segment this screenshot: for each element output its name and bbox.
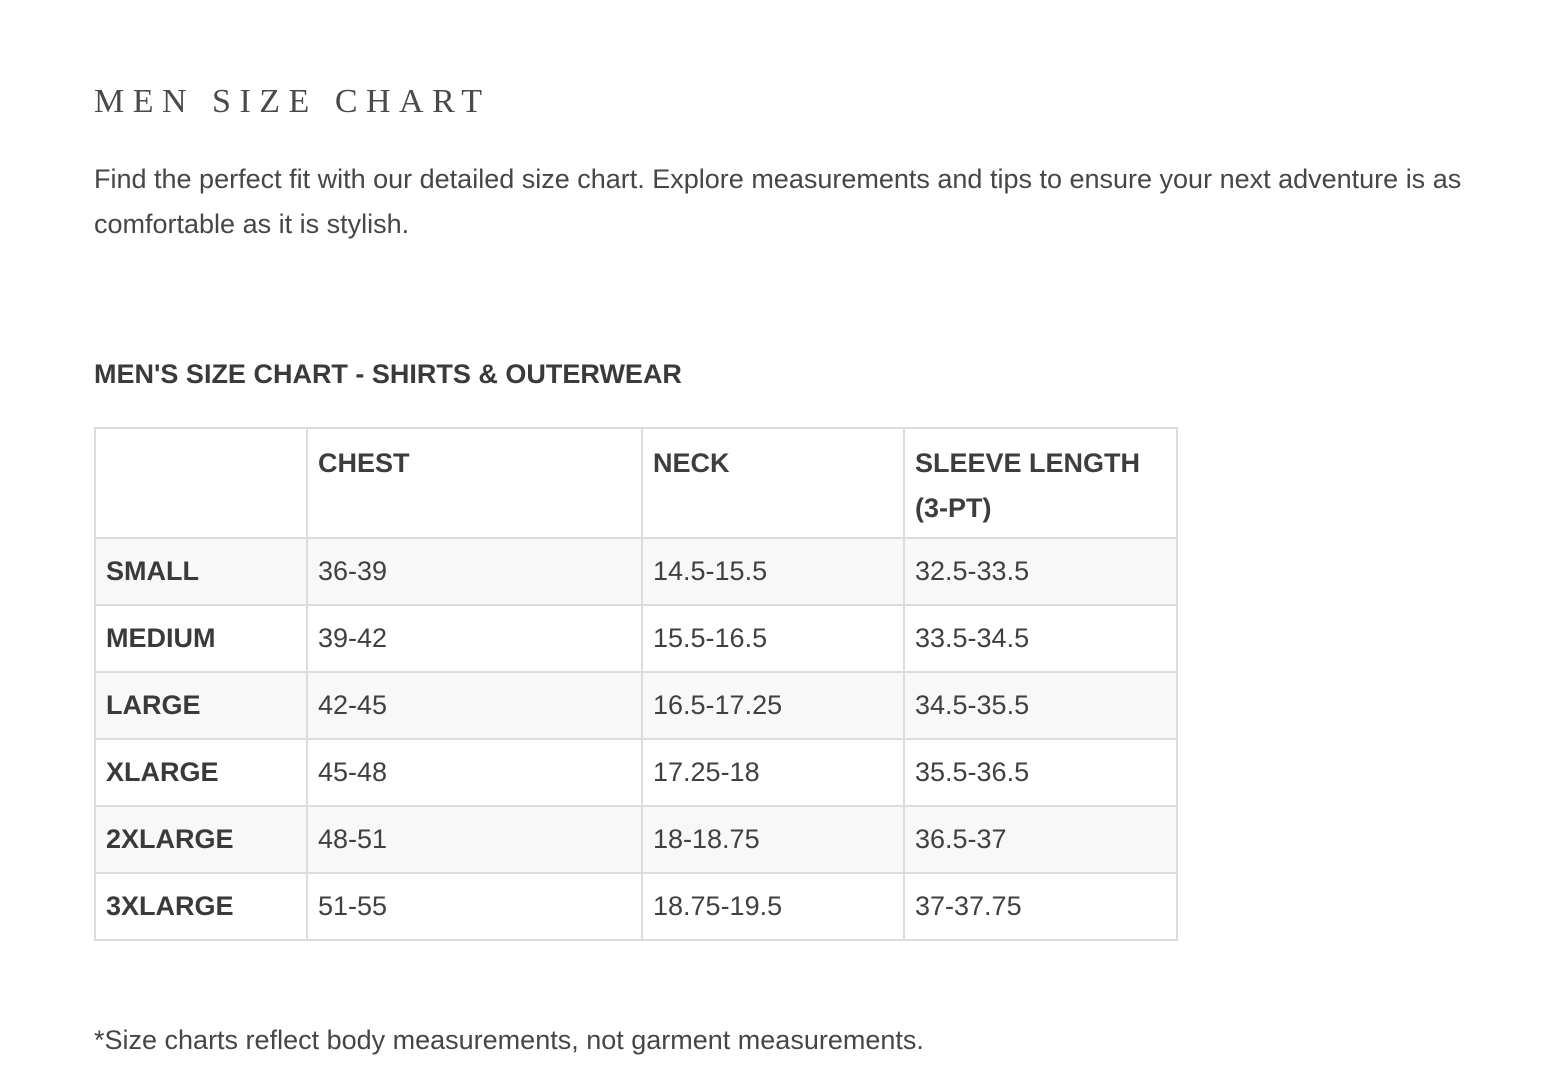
neck-value: 18-18.75 (642, 806, 904, 873)
sleeve-value: 36.5-37 (904, 806, 1177, 873)
sleeve-value: 34.5-35.5 (904, 672, 1177, 739)
neck-value: 15.5-16.5 (642, 605, 904, 672)
chest-value: 42-45 (307, 672, 642, 739)
header-cell-chest: CHEST (307, 428, 642, 538)
chest-value: 45-48 (307, 739, 642, 806)
neck-value: 18.75-19.5 (642, 873, 904, 940)
neck-value: 16.5-17.25 (642, 672, 904, 739)
table-row (95, 806, 1177, 873)
header-cell-sleeve-length: SLEEVE LENGTH (3-PT) (904, 428, 1177, 538)
sleeve-value: 32.5-33.5 (904, 538, 1177, 605)
table-row (95, 538, 1177, 605)
size-chart-table (94, 427, 1178, 941)
chest-value: 39-42 (307, 605, 642, 672)
size-chart-heading: MEN'S SIZE CHART - SHIRTS & OUTERWEAR (94, 359, 682, 389)
intro-text: Find the perfect fit with our detailed size chart. Explore measurements and tips to ensure your next adventure is as comfortable as it is stylish. (94, 164, 1462, 239)
neck-value: 14.5-15.5 (642, 538, 904, 605)
size-chart-footnote: *Size charts reflect body measurements, not garment measurements. (94, 1025, 924, 1055)
sleeve-value: 37-37.75 (904, 873, 1177, 940)
table-row (95, 739, 1177, 806)
size-label: 2XLARGE (95, 806, 307, 873)
neck-value: 17.25-18 (642, 739, 904, 806)
chest-value: 51-55 (307, 873, 642, 940)
sleeve-value: 35.5-36.5 (904, 739, 1177, 806)
size-label: LARGE (95, 672, 307, 739)
size-label: MEDIUM (95, 605, 307, 672)
header-cell-size (95, 428, 307, 538)
size-label: XLARGE (95, 739, 307, 806)
chest-value: 36-39 (307, 538, 642, 605)
table-header-row (95, 428, 1177, 538)
size-label: SMALL (95, 538, 307, 605)
size-label: 3XLARGE (95, 873, 307, 940)
sleeve-value: 33.5-34.5 (904, 605, 1177, 672)
header-cell-neck: NECK (642, 428, 904, 538)
table-row (95, 873, 1177, 940)
table-row (95, 672, 1177, 739)
table-row (95, 605, 1177, 672)
chest-value: 48-51 (307, 806, 642, 873)
page-title: MEN SIZE CHART (94, 83, 491, 120)
